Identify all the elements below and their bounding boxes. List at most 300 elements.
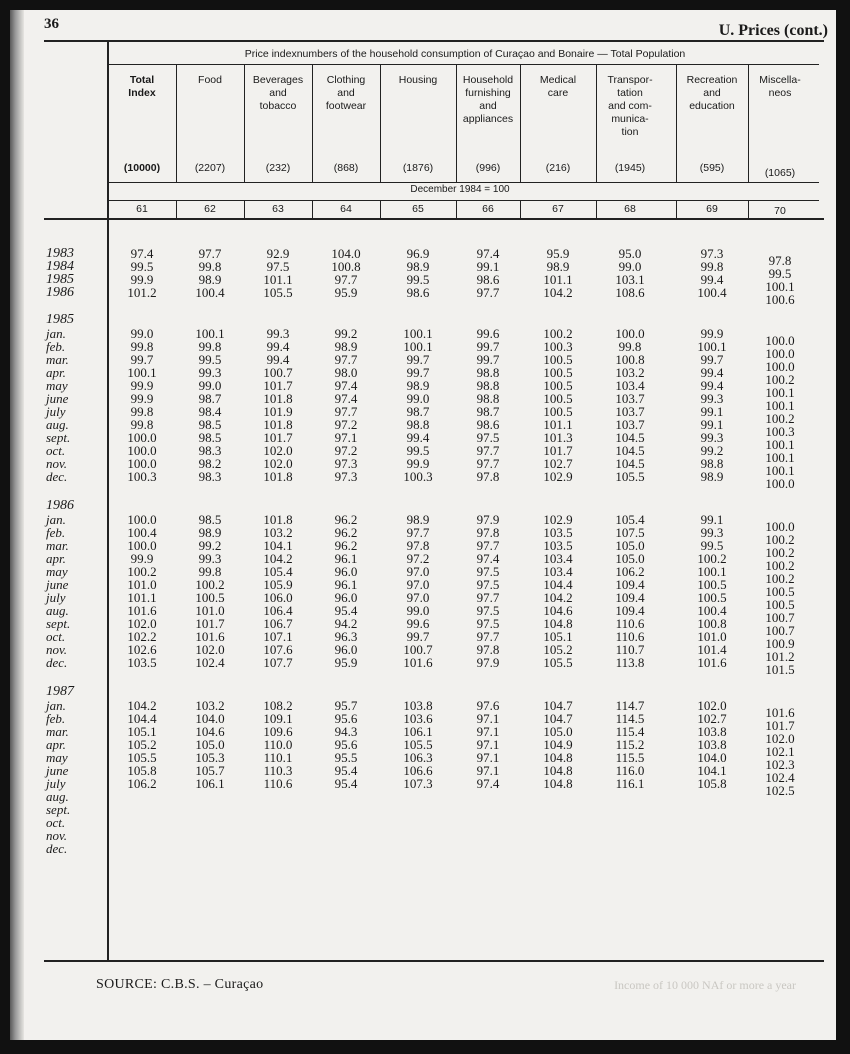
table-cell: 105.0: [615, 551, 645, 566]
column-header-line: Medical: [539, 74, 577, 86]
table-cell: 100.1: [765, 385, 795, 400]
table-cell: 100.8: [615, 352, 645, 367]
table-cell: 99.9: [130, 272, 154, 287]
table-cell: 95.4: [334, 763, 358, 778]
table-cell: 100.0: [127, 443, 157, 458]
table-cell: 97.1: [334, 430, 358, 445]
table-cell: 105.2: [127, 737, 157, 752]
table-cell: 98.9: [406, 512, 430, 527]
table-cell: 99.9: [700, 326, 724, 341]
row-label: may: [46, 378, 68, 393]
table-cell: 109.4: [615, 603, 645, 618]
table-cell: 99.9: [130, 391, 154, 406]
table-cell: 108.6: [615, 285, 645, 300]
table-cell: 100.4: [697, 603, 727, 618]
column-header-line: care: [547, 87, 569, 99]
table-cell: 101.6: [127, 603, 157, 618]
table-cell: 99.8: [198, 259, 222, 274]
year-heading: 1986: [46, 498, 74, 513]
table-cell: 102.5: [765, 783, 795, 798]
table-cell: 99.2: [700, 443, 724, 458]
row-label: oct.: [46, 629, 66, 644]
table-cell: 100.0: [127, 430, 157, 445]
row-label: aug.: [46, 603, 69, 618]
table-cell: 100.1: [765, 463, 795, 478]
table-cell: 107.5: [615, 525, 645, 540]
table-cell: 100.1: [127, 365, 157, 380]
table-cell: 105.1: [543, 629, 573, 644]
table-cell: 100.1: [697, 339, 727, 354]
table-cell: 102.0: [765, 731, 795, 746]
table-cell: 100.2: [765, 558, 795, 573]
column-weight: (232): [265, 162, 291, 174]
table-cell: 99.3: [700, 525, 724, 540]
column-number: 68: [624, 203, 636, 215]
table-cell: 102.0: [127, 616, 157, 631]
table-cell: 97.4: [130, 246, 154, 261]
table-cell: 100.5: [543, 352, 573, 367]
table-cell: 100.4: [195, 285, 225, 300]
table-cell: 102.7: [697, 711, 727, 726]
table-cell: 95.9: [546, 246, 570, 261]
table-cell: 97.7: [476, 629, 500, 644]
table-cell: 115.2: [615, 737, 645, 752]
table-cell: 103.2: [263, 525, 293, 540]
table-cell: 99.7: [406, 629, 430, 644]
column-number: 65: [412, 203, 424, 215]
table-cell: 105.5: [403, 737, 433, 752]
table-cell: 115.5: [615, 750, 645, 765]
table-cell: 102.9: [543, 512, 573, 527]
table-cell: 100.1: [403, 339, 433, 354]
table-cell: 99.7: [476, 352, 500, 367]
row-label: june: [46, 763, 69, 778]
table-cell: 106.1: [195, 776, 225, 791]
table-cell: 104.8: [543, 763, 573, 778]
table-cell: 102.6: [127, 642, 157, 657]
column-weight: (2207): [194, 162, 226, 174]
table-cell: 99.9: [130, 551, 154, 566]
table-cell: 104.8: [543, 616, 573, 631]
table-cell: 105.0: [195, 737, 225, 752]
table-cell: 97.1: [476, 711, 500, 726]
table-cell: 98.9: [334, 339, 358, 354]
table-cell: 98.3: [198, 469, 222, 484]
table-cell: 100.0: [765, 476, 795, 491]
column-header-line: and: [269, 87, 287, 99]
table-cell: 98.8: [476, 378, 500, 393]
table-cell: 104.2: [543, 285, 573, 300]
table-cell: 100.7: [765, 623, 795, 638]
table-cell: 97.0: [406, 590, 430, 605]
table-cell: 98.9: [546, 259, 570, 274]
table-cell: 99.7: [406, 352, 430, 367]
row-label: feb.: [46, 339, 66, 354]
base-note: December 1984 = 100: [410, 184, 510, 195]
table-cell: 97.7: [334, 404, 358, 419]
row-label: jan.: [46, 512, 66, 527]
rule-top: [44, 40, 824, 42]
table-cell: 100.1: [195, 326, 225, 341]
table-cell: 105.8: [697, 776, 727, 791]
column-number: 70: [774, 205, 786, 217]
table-cell: 100.5: [195, 590, 225, 605]
column-number: 66: [482, 203, 494, 215]
table-cell: 97.6: [476, 698, 500, 713]
table-cell: 99.5: [406, 443, 430, 458]
table-cell: 97.5: [476, 603, 500, 618]
column-header: [675, 74, 749, 113]
table-cell: 98.7: [476, 404, 500, 419]
table-cell: 101.8: [263, 391, 293, 406]
table-cell: 100.6: [765, 292, 795, 307]
table-cell: 97.5: [476, 616, 500, 631]
column-header-line: tion: [621, 126, 639, 138]
table-cell: 97.8: [476, 525, 500, 540]
row-label: july: [46, 776, 66, 791]
column-header-line: tation: [617, 87, 643, 99]
table-cell: 100.1: [697, 564, 727, 579]
column-header: [105, 74, 179, 100]
column-header-line: Household: [462, 74, 514, 86]
table-cell: 105.8: [127, 763, 157, 778]
column-header: [173, 74, 247, 87]
table-cell: 102.4: [765, 770, 795, 785]
row-label: feb.: [46, 711, 66, 726]
table-cell: 101.6: [765, 705, 795, 720]
table-cell: 100.5: [543, 404, 573, 419]
table-cell: 99.4: [700, 365, 724, 380]
table-cell: 97.8: [406, 538, 430, 553]
table-cell: 97.4: [334, 378, 358, 393]
table-cell: 103.5: [543, 538, 573, 553]
table-cell: 105.9: [263, 577, 293, 592]
table-cell: 100.0: [615, 326, 645, 341]
table-cell: 94.2: [334, 616, 358, 631]
table-cell: 101.5: [765, 662, 795, 677]
table-cell: 102.9: [543, 469, 573, 484]
table-cell: 105.5: [127, 750, 157, 765]
table-cell: 99.3: [700, 391, 724, 406]
column-weight: (868): [333, 162, 359, 174]
table-cell: 100.5: [765, 584, 795, 599]
bleed-through-text: Income of 10 000 NAf or more a year: [614, 978, 796, 992]
row-label: mar.: [46, 352, 69, 367]
table-cell: 99.3: [198, 551, 222, 566]
table-cell: 98.5: [198, 417, 222, 432]
table-cell: 99.2: [334, 326, 358, 341]
table-cell: 97.3: [334, 469, 358, 484]
column-header-line: and com-: [608, 100, 652, 112]
table-cell: 99.8: [130, 339, 154, 354]
table-cell: 92.9: [266, 246, 290, 261]
column-number: 62: [204, 203, 216, 215]
table-cell: 99.1: [700, 417, 724, 432]
table-cell: 100.5: [697, 590, 727, 605]
document-page: [10, 10, 836, 1040]
table-cell: 99.7: [130, 352, 154, 367]
column-header-line: Transpor-: [607, 74, 653, 86]
table-cell: 104.6: [195, 724, 225, 739]
table-cell: 100.4: [697, 285, 727, 300]
table-cell: 101.2: [765, 649, 795, 664]
year-heading: 1985: [46, 312, 74, 327]
section-header: U. Prices (cont.): [718, 22, 828, 39]
column-weight: (1945): [614, 162, 646, 174]
rule-title-bottom: [109, 64, 819, 65]
table-cell: 103.4: [543, 564, 573, 579]
table-cell: 98.8: [406, 417, 430, 432]
column-header-line: education: [689, 100, 735, 112]
table-cell: 97.7: [476, 443, 500, 458]
table-cell: 109.1: [263, 711, 293, 726]
table-cell: 97.7: [198, 246, 222, 261]
column-header: [309, 74, 383, 113]
table-cell: 97.0: [406, 564, 430, 579]
table-cell: 98.2: [198, 456, 222, 471]
table-cell: 105.3: [195, 750, 225, 765]
table-cell: 99.4: [266, 339, 290, 354]
table-cell: 101.2: [127, 285, 157, 300]
column-number: 69: [706, 203, 718, 215]
table-cell: 100.7: [765, 610, 795, 625]
table-cell: 95.9: [334, 655, 358, 670]
table-cell: 99.3: [700, 430, 724, 445]
table-cell: 100.5: [543, 365, 573, 380]
table-cell: 100.1: [403, 326, 433, 341]
table-cell: 101.8: [263, 469, 293, 484]
table-cell: 101.8: [263, 417, 293, 432]
table-cell: 104.8: [543, 750, 573, 765]
table-cell: 96.0: [334, 564, 358, 579]
table-cell: 97.1: [476, 750, 500, 765]
table-cell: 104.5: [615, 456, 645, 471]
table-cell: 101.3: [543, 430, 573, 445]
table-cell: 97.2: [334, 443, 358, 458]
table-cell: 96.1: [334, 577, 358, 592]
table-cell: 99.6: [406, 616, 430, 631]
column-header-line: Food: [198, 74, 222, 86]
table-cell: 95.5: [334, 750, 358, 765]
table-cell: 101.1: [543, 417, 573, 432]
column-header-line: furnishing: [465, 87, 511, 99]
table-cell: 108.2: [263, 698, 293, 713]
table-cell: 96.2: [334, 512, 358, 527]
table-cell: 99.8: [198, 564, 222, 579]
table-cell: 100.0: [765, 346, 795, 361]
table-cell: 97.7: [476, 538, 500, 553]
table-cell: 95.4: [334, 776, 358, 791]
column-number: 61: [136, 203, 148, 215]
table-cell: 99.5: [198, 352, 222, 367]
table-cell: 99.4: [406, 430, 430, 445]
table-cell: 100.9: [765, 636, 795, 651]
table-cell: 97.1: [476, 724, 500, 739]
row-label: july: [46, 590, 66, 605]
rule-header-bottom: [44, 218, 824, 220]
rule-weights-bottom: [109, 182, 819, 183]
table-cell: 97.5: [476, 564, 500, 579]
table-cell: 95.7: [334, 698, 358, 713]
table-cell: 106.2: [615, 564, 645, 579]
table-cell: 100.2: [765, 411, 795, 426]
table-cell: 103.4: [615, 378, 645, 393]
table-cell: 105.1: [127, 724, 157, 739]
column-header: [743, 74, 817, 100]
table-cell: 100.2: [543, 326, 573, 341]
row-label: nov.: [46, 642, 68, 657]
table-cell: 100.8: [697, 616, 727, 631]
table-cell: 106.4: [263, 603, 293, 618]
table-cell: 96.9: [406, 246, 430, 261]
table-cell: 98.6: [406, 285, 430, 300]
table-cell: 99.1: [700, 512, 724, 527]
table-cell: 100.1: [765, 279, 795, 294]
table-cell: 102.0: [263, 443, 293, 458]
table-cell: 96.3: [334, 629, 358, 644]
table-cell: 100.7: [263, 365, 293, 380]
table-cell: 97.8: [476, 469, 500, 484]
table-cell: 101.0: [127, 577, 157, 592]
table-cell: 100.2: [195, 577, 225, 592]
table-cell: 101.7: [263, 430, 293, 445]
row-label: nov.: [46, 828, 68, 843]
table-cell: 105.0: [615, 538, 645, 553]
table-cell: 99.2: [198, 538, 222, 553]
table-cell: 98.9: [406, 259, 430, 274]
row-label: mar.: [46, 724, 69, 739]
column-header: [381, 74, 455, 87]
table-cell: 97.5: [476, 430, 500, 445]
table-cell: 99.8: [700, 259, 724, 274]
table-cell: 98.8: [700, 456, 724, 471]
table-cell: 99.6: [476, 326, 500, 341]
table-cell: 97.9: [476, 512, 500, 527]
row-label: apr.: [46, 737, 66, 752]
year-heading: 1987: [46, 684, 74, 699]
table-cell: 106.1: [403, 724, 433, 739]
row-label: feb.: [46, 525, 66, 540]
table-cell: 99.5: [768, 266, 792, 281]
column-header-line: appliances: [462, 113, 514, 125]
column-header-line: neos: [768, 87, 792, 99]
column-header-line: Housing: [398, 74, 438, 86]
table-cell: 104.2: [543, 590, 573, 605]
table-cell: 97.2: [406, 551, 430, 566]
column-weight: (1065): [764, 167, 796, 179]
column-header-line: and: [703, 87, 721, 99]
table-cell: 103.8: [697, 724, 727, 739]
table-cell: 98.9: [406, 378, 430, 393]
rule-base-bottom: [109, 200, 819, 201]
table-cell: 110.6: [615, 616, 645, 631]
table-cell: 97.4: [334, 391, 358, 406]
rule-stub-divider: [107, 40, 109, 962]
table-cell: 100.3: [403, 469, 433, 484]
table-cell: 103.5: [543, 525, 573, 540]
table-cell: 101.6: [195, 629, 225, 644]
table-cell: 105.2: [543, 642, 573, 657]
table-cell: 98.4: [198, 404, 222, 419]
table-cell: 102.1: [765, 744, 795, 759]
column-header-line: Beverages: [252, 74, 304, 86]
table-cell: 100.0: [765, 519, 795, 534]
row-label: apr.: [46, 551, 66, 566]
table-cell: 96.1: [334, 551, 358, 566]
table-cell: 97.5: [476, 577, 500, 592]
row-label: aug.: [46, 789, 69, 804]
table-cell: 98.5: [198, 430, 222, 445]
table-cell: 105.4: [615, 512, 645, 527]
row-label: apr.: [46, 365, 66, 380]
row-label: dec.: [46, 469, 68, 484]
table-cell: 103.7: [615, 417, 645, 432]
table-cell: 105.5: [543, 655, 573, 670]
table-cell: 98.6: [476, 417, 500, 432]
table-cell: 104.0: [331, 246, 361, 261]
table-cell: 116.0: [615, 763, 645, 778]
table-cell: 105.4: [263, 564, 293, 579]
table-cell: 97.8: [768, 253, 792, 268]
table-cell: 100.2: [765, 372, 795, 387]
table-cell: 102.7: [543, 456, 573, 471]
table-cell: 106.6: [403, 763, 433, 778]
table-cell: 100.7: [403, 642, 433, 657]
row-label: june: [46, 577, 69, 592]
column-header-line: and: [337, 87, 355, 99]
table-cell: 103.8: [403, 698, 433, 713]
table-cell: 106.2: [127, 776, 157, 791]
column-header-line: Total: [129, 74, 155, 86]
table-cell: 100.0: [765, 333, 795, 348]
table-cell: 100.0: [127, 538, 157, 553]
column-header-line: and: [479, 100, 497, 112]
table-cell: 113.8: [615, 655, 645, 670]
row-label: mar.: [46, 538, 69, 553]
table-cell: 104.1: [263, 538, 293, 553]
table-cell: 104.7: [543, 698, 573, 713]
table-cell: 99.3: [266, 326, 290, 341]
table-cell: 100.3: [543, 339, 573, 354]
table-cell: 101.1: [543, 272, 573, 287]
table-cell: 103.2: [615, 365, 645, 380]
column-header-line: Index: [128, 87, 156, 99]
table-cell: 100.8: [331, 259, 361, 274]
binding-gutter: [10, 10, 24, 1040]
column-header: [521, 74, 595, 100]
column-header: [593, 74, 667, 139]
column-number: 64: [340, 203, 352, 215]
table-cell: 104.5: [615, 430, 645, 445]
table-cell: 104.7: [543, 711, 573, 726]
table-cell: 95.6: [334, 737, 358, 752]
table-cell: 95.4: [334, 603, 358, 618]
page-number: 36: [44, 16, 59, 32]
table-cell: 101.6: [697, 655, 727, 670]
row-label: may: [46, 750, 68, 765]
table-cell: 96.0: [334, 590, 358, 605]
table-cell: 100.3: [765, 424, 795, 439]
table-cell: 97.3: [334, 456, 358, 471]
table-cell: 98.8: [476, 365, 500, 380]
table-cell: 116.1: [615, 776, 645, 791]
table-cell: 104.5: [615, 443, 645, 458]
row-label: may: [46, 564, 68, 579]
table-cell: 109.4: [615, 590, 645, 605]
row-label: aug.: [46, 417, 69, 432]
table-cell: 102.4: [195, 655, 225, 670]
column-number: 67: [552, 203, 564, 215]
